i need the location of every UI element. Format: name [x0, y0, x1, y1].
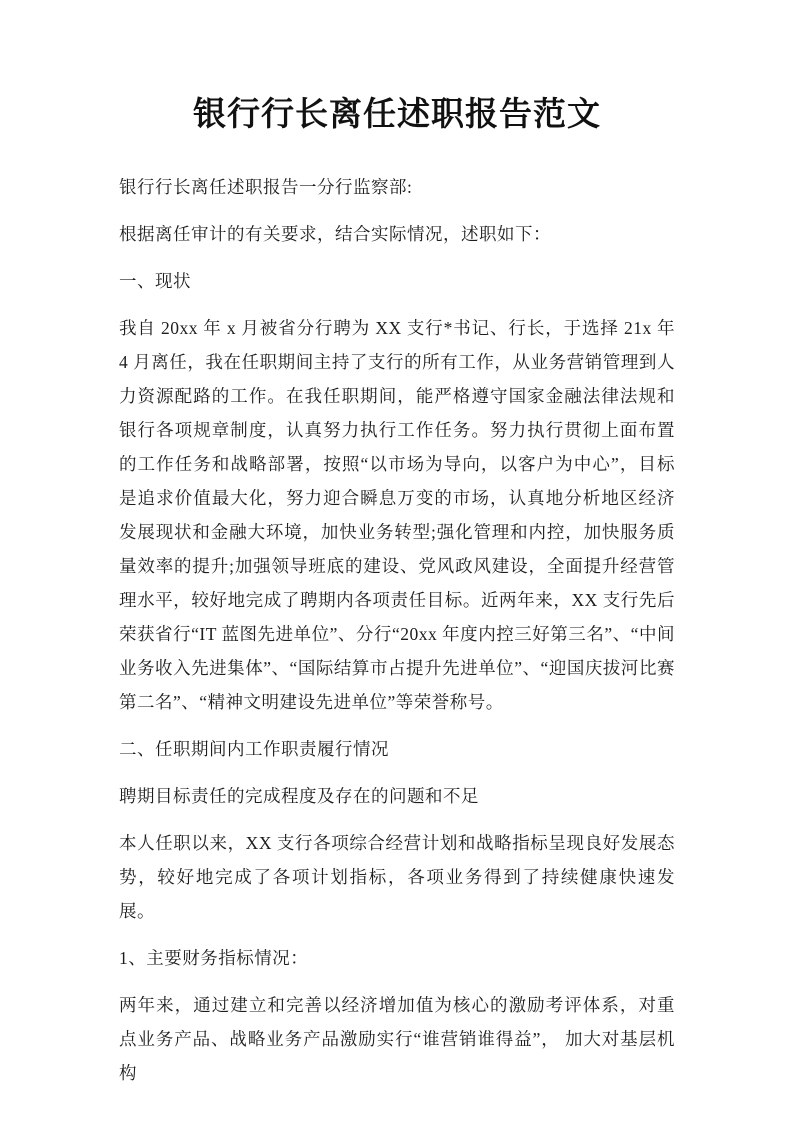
paragraph-salutation: 银行行长离任述职报告一分行监察部:: [119, 177, 413, 197]
paragraph-performance: 本人任职以来，XX 支行各项综合经营计划和战略指标呈现良好发展态势，较好地完成了各项计划指标，各项业务得到了持续健康快速发展。: [119, 833, 675, 921]
doc-title: 银行行长离任述职报告范文: [193, 97, 601, 133]
section-heading-1: 一、现状: [119, 271, 191, 291]
list-heading-financial: 1、主要财务指标情况：: [119, 948, 309, 968]
paragraph-incentive: 两年来，通过建立和完善以经济增加值为核心的激励考评体系，对重点业务产品、战略业务产品激励实行“谁营销谁得益”， 加大对基层机构: [119, 995, 675, 1083]
paragraph-subheading: 聘期目标责任的完成程度及存在的问题和不足: [119, 786, 479, 806]
paragraph-intro: 根据离任审计的有关要求，结合实际情况，述职如下：: [119, 224, 551, 244]
section-heading-2: 二、任职期间内工作职责履行情况: [119, 739, 389, 759]
paragraph-status: 我自 20xx 年 x 月被省分行聘为 XX 支行*书记、行长，于选择 21x 年 4 月离任，我在任职期间主持了支行的所有工作，从业务营销管理到人力资源配路的工作。在我任职期间，能严格遵守国家金融法律法规和银行各项规章制度，认真努力执行工作任务。努力执行贯彻上面布置的工作任务和战略部署，按照“以市场为导向，以客户为中心”，目标是追求价值最大化，努力迎合瞬息万变的市场，认真地分析地区经济发展现状和金融大环境，加快业务转型;强化管理和内控，加快服务质量效率的提升;加强领导班底的建设、党风政风建设，全面提升经营管理水平，较好地完成了聘期内各项责任目标。近两年来，XX 支行先后荣获省行“IT 蓝图先进单位”、分行“20xx 年度内控三好第三名”、“中间业务收入先进集体”、“国际结算市占提升先进单位”、“迎国庆拔河比赛第二名”、“精神文明建设先进单位”等荣誉称号。: [119, 318, 675, 712]
doc-body: [119, 170, 675, 1090]
